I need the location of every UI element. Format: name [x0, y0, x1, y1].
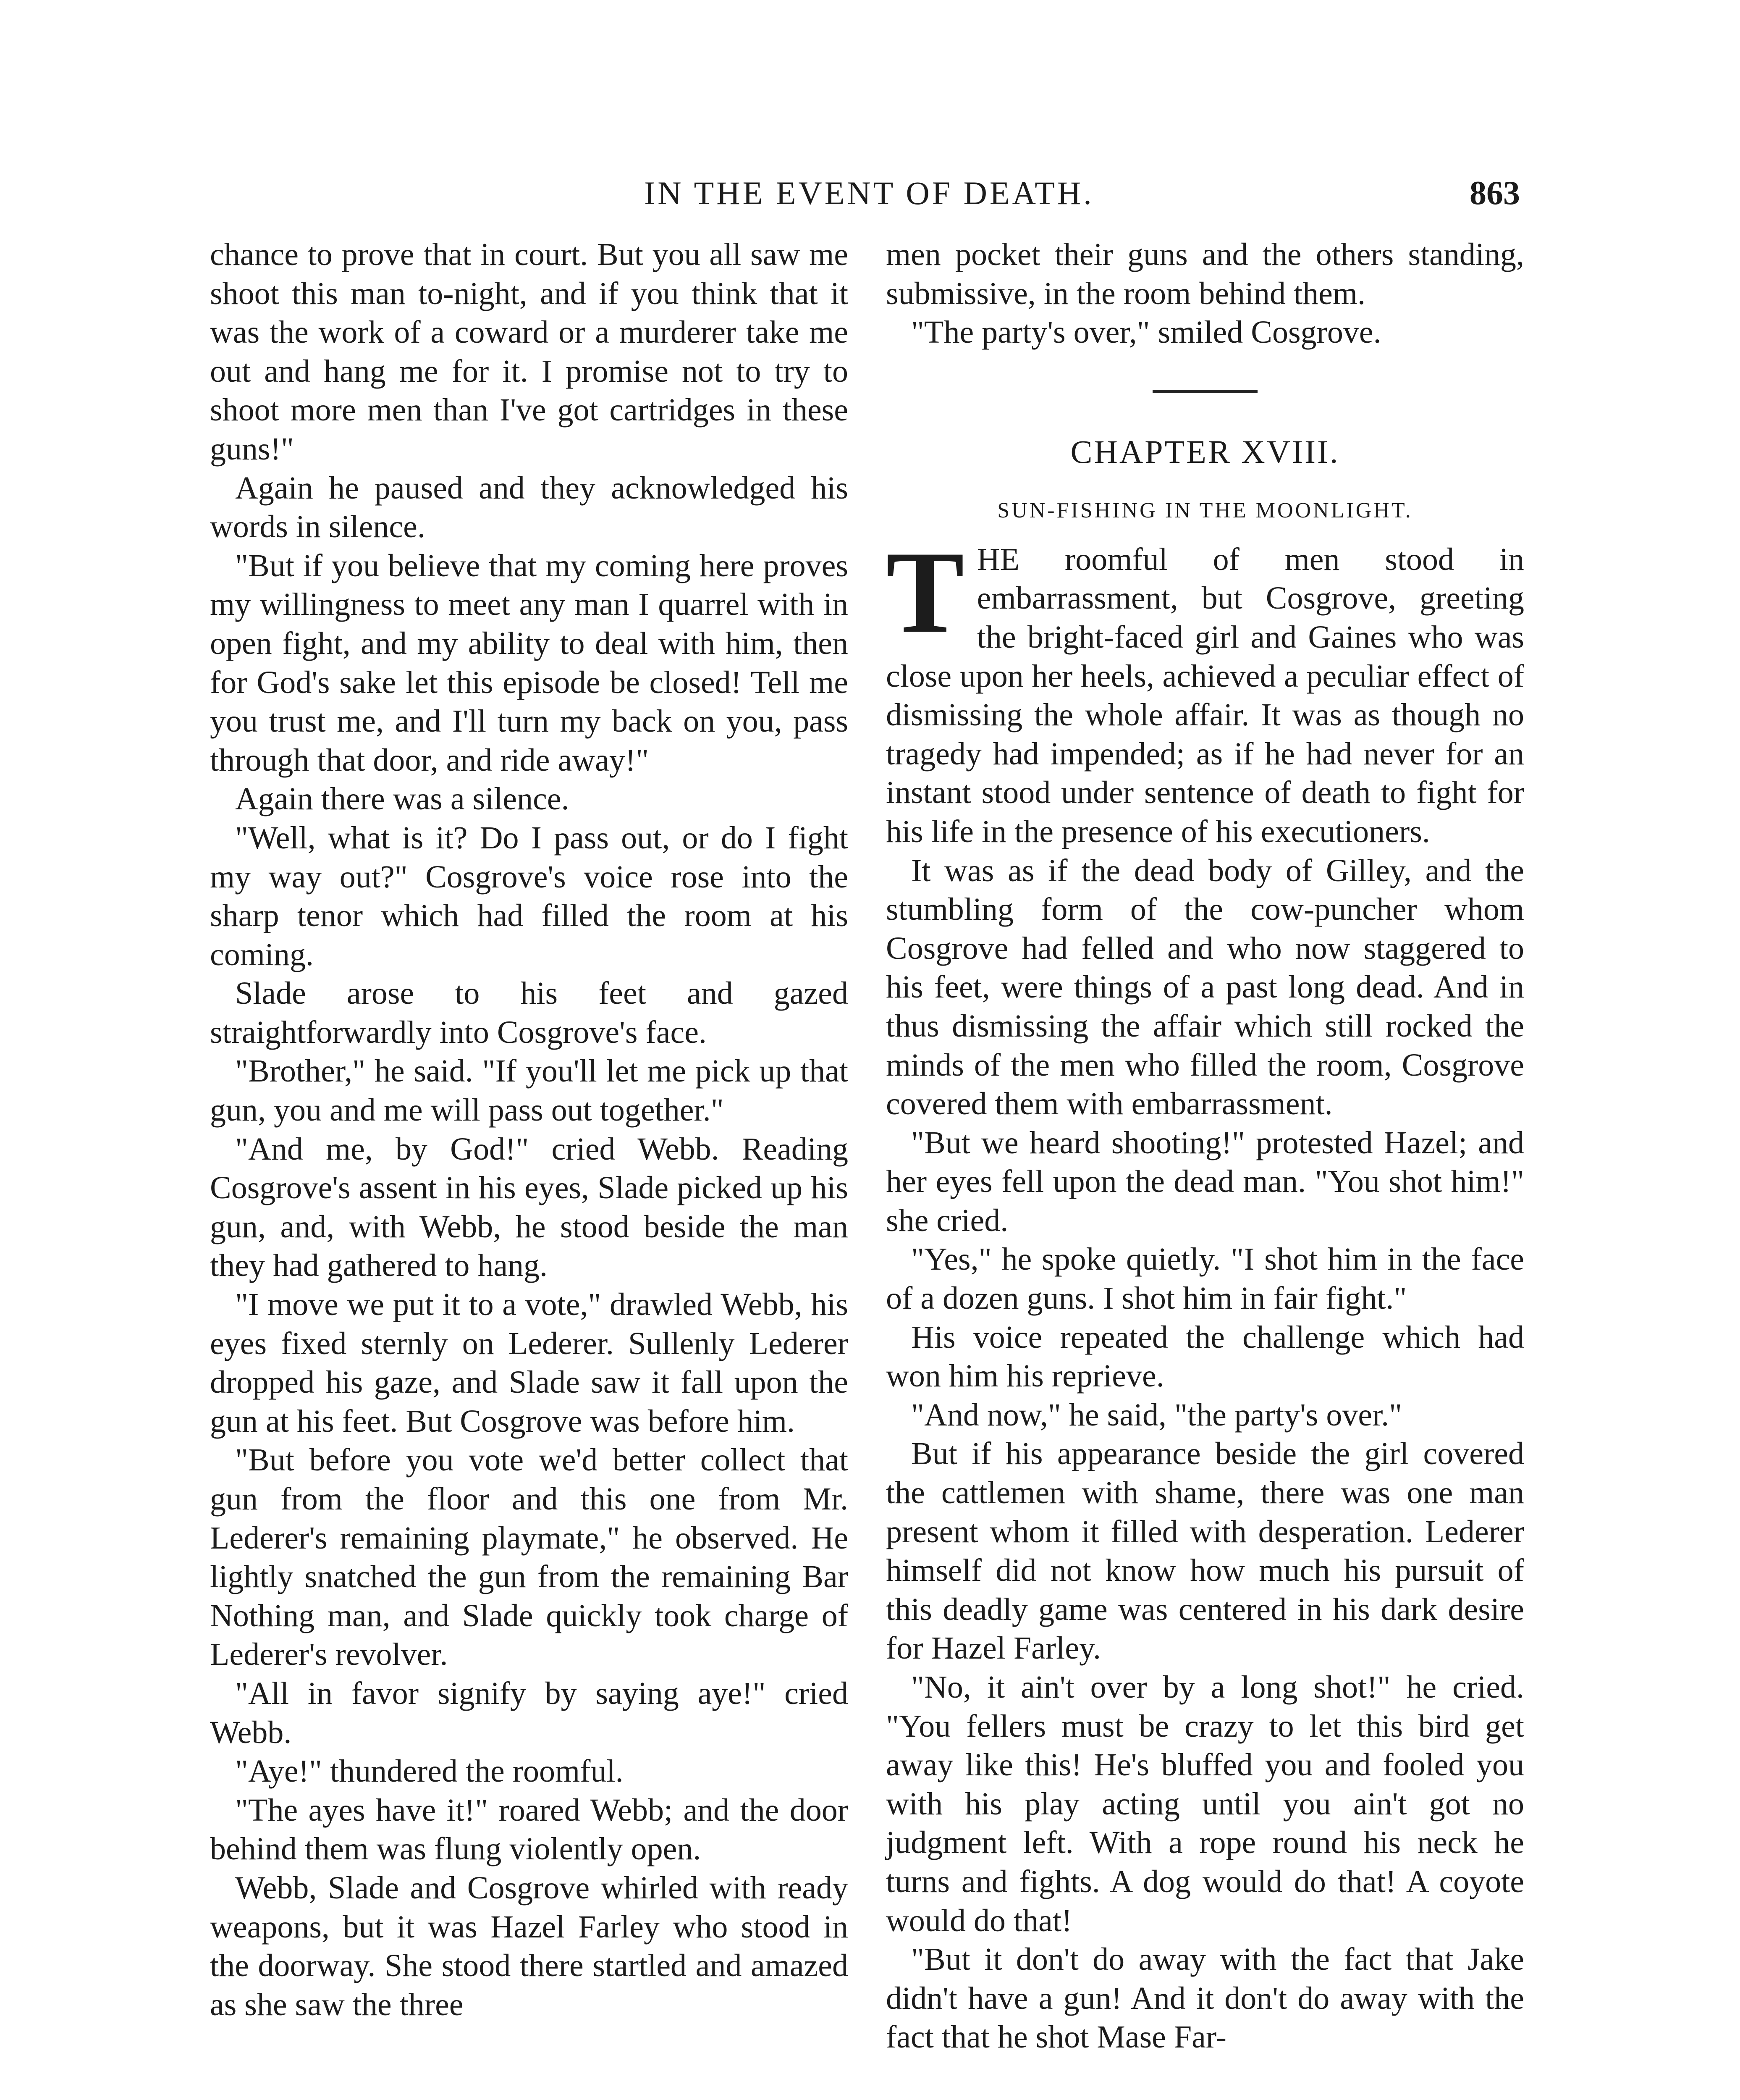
page-header [218, 168, 1520, 218]
first-paragraph-text: HE roomful of men stood in embarrassment, but Cosgrove, greeting the bright-faced girl and Gaines who was close upon her heels, achieved a peculiar effect of dismissing the whole affair. It was as though no tragedy had impended; as if he had never for an instant stood under sentence of death to fight for his life in the presence of his executioners. [886, 541, 1524, 849]
paragraph: chance to prove that in court. But you all saw me shoot this man to-night, and if you think that it was the work of a coward or a murderer take me out and hang me for it. I promise not to try to shoot more men than I've got cartridges in these guns!" [210, 237, 848, 467]
paragraph: "But if you believe that my coming here proves my willingness to meet any man I quarrel with in open fight, and my ability to deal with him, then for God's sake let this episode be closed! Tell me you trust me, and I'll turn my back on you, pass through that door, and ride away!" [210, 548, 848, 778]
left-column [210, 235, 848, 2024]
chapter-subtitle: SUN-FISHING IN THE MOONLIGHT. [997, 498, 1413, 522]
paragraph: "But it don't do away with the fact that Jake didn't have a gun! And it don't do away with the fact that he shot Mase Far- [886, 1942, 1524, 2055]
paragraph: Slade arose to his feet and gazed straightforwardly into Cosgrove's face. [210, 976, 848, 1050]
page-number: 863 [1470, 175, 1520, 212]
paragraph: "The ayes have it!" roared Webb; and the door behind them was flung violently open. [210, 1792, 848, 1867]
paragraph: "But we heard shooting!" protested Hazel; and her eyes fell upon the dead man. "You shot him!" she cried. [886, 1125, 1524, 1238]
paragraph: "I move we put it to a vote," drawled Webb, his eyes fixed sternly on Lederer. Sullenly Lederer dropped his gaze, and Slade saw it fall upon the gun at his feet. But Cosgrove was before him. [210, 1287, 848, 1439]
paragraph: "All in favor signify by saying aye!" cried Webb. [210, 1675, 848, 1750]
section-divider [1153, 390, 1258, 393]
paragraph: His voice repeated the challenge which had won him his reprieve. [886, 1319, 1524, 1394]
drop-cap: T [886, 526, 964, 657]
right-column [886, 235, 1524, 2057]
paragraph: "The party's over," smiled Cosgrove. [911, 315, 1381, 350]
chapter-title: CHAPTER XVIII. [1070, 433, 1340, 470]
paragraph: But if his appearance beside the girl covered the cattlemen with shame, there was one man present whom it filled with desperation. Lederer himself did not know how much his pursuit of this deadly game was centered in his dark desire for Hazel Farley. [886, 1436, 1524, 1666]
paragraph: "Well, what is it? Do I pass out, or do I fight my way out?" Cosgrove's voice rose into the sharp tenor which had filled the room at his coming. [210, 820, 848, 972]
paragraph: "Brother," he said. "If you'll let me pick up that gun, you and me will pass out together." [210, 1053, 848, 1128]
paragraph: It was as if the dead body of Gilley, and the stumbling form of the cow-puncher whom Cosgrove had felled and who now staggered to his feet, were things of a past long dead. And in thus dismissing the affair which still rocked the minds of the men who filled the room, Cosgrove covered them with embarrassment. [886, 853, 1524, 1122]
paragraph: "But before you vote we'd better collect that gun from the floor and this one from Mr. Lederer's remaining playmate," he observed. He lightly snatched the gun from the remaining Bar Nothing man, and Slade quickly took charge of Lederer's revolver. [210, 1442, 848, 1672]
paragraph: Again there was a silence. [235, 781, 569, 817]
paragraph: "And now," he said, "the party's over." [911, 1397, 1402, 1433]
paragraph: "And me, by God!" cried Webb. Reading Cosgrove's assent in his eyes, Slade picked up his gun, and, with Webb, he stood beside the man they had gathered to hang. [210, 1131, 848, 1284]
paragraph: "Aye!" thundered the roomful. [235, 1754, 624, 1789]
paragraph: Webb, Slade and Cosgrove whirled with ready weapons, but it was Hazel Farley who stood in the doorway. She stood there startled and amazed as she saw the three [210, 1870, 848, 2022]
running-title: IN THE EVENT OF DEATH. [644, 175, 1094, 211]
paragraph: "Yes," he spoke quietly. "I shot him in the face of a dozen guns. I shot him in fair fight." [886, 1242, 1524, 1316]
paragraph: Again he paused and they acknowledged his words in silence. [210, 470, 848, 545]
chapter-first-paragraph [886, 526, 1524, 851]
paragraph: men pocket their guns and the others standing, submissive, in the room behind them. [886, 237, 1524, 311]
paragraph: "No, it ain't over by a long shot!" he cried. "You fellers must be crazy to let this bird get away like this! He's bluffed you and fooled you with his play acting until you ain't got no judgment left. With a rope round his neck he turns and fights. A dog would do that! A coyote would do that! [886, 1670, 1524, 1938]
